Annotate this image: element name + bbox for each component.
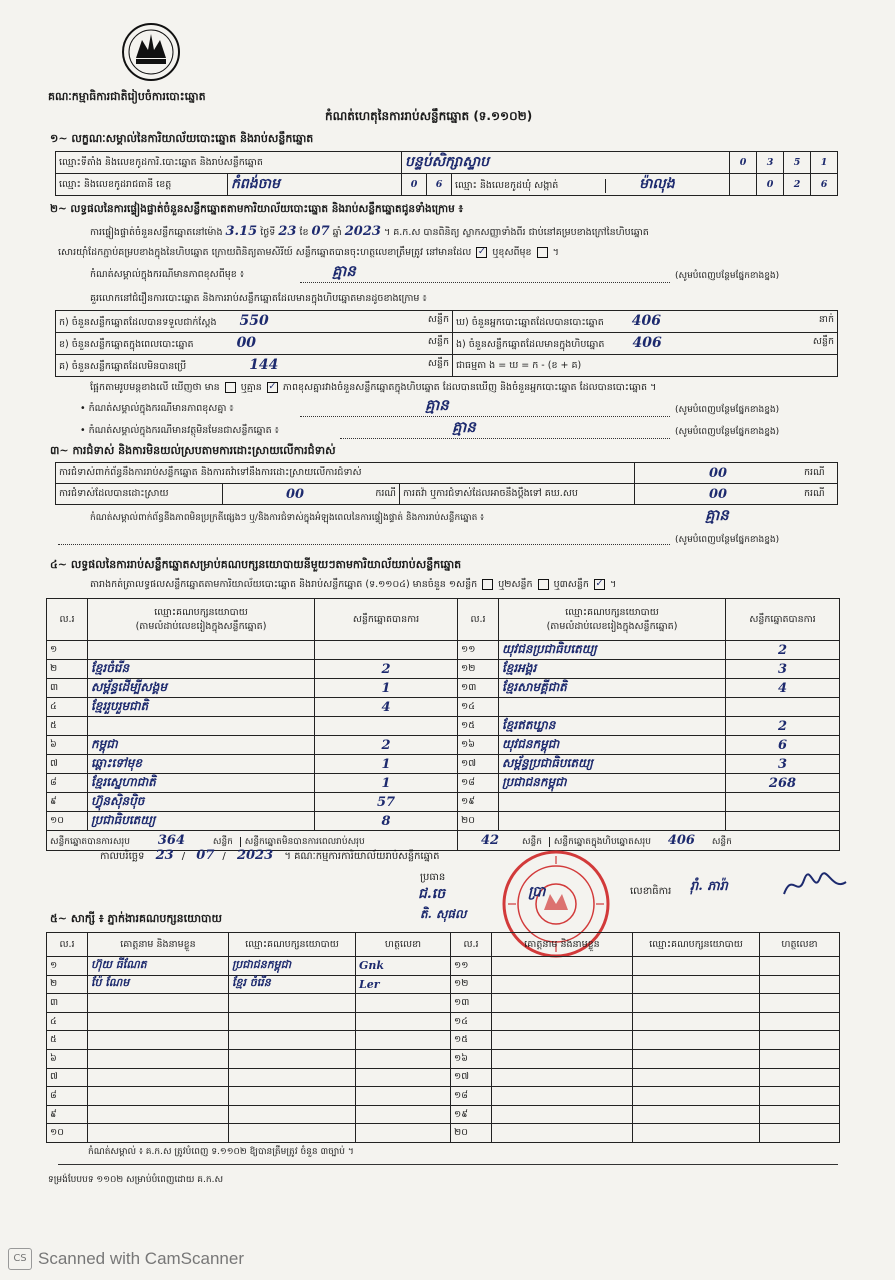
chair-signature: ជ.ចេ	[418, 886, 446, 902]
result-no: ២០	[458, 812, 499, 831]
col-votes-header: សន្លឹកឆ្នោតបានការ	[315, 599, 458, 641]
result-no: ៦	[47, 736, 88, 755]
witness-signature	[356, 1012, 451, 1031]
witness-party: ខ្មែរ ចំរើន	[229, 975, 356, 994]
witness-row	[47, 1124, 840, 1143]
result-no: ៧	[47, 755, 88, 774]
result-votes: 2	[726, 641, 840, 660]
received-label: ក) ចំនួនសន្លឹកឆ្នោតដែលបានទទួលជាក់ស្តែង	[59, 317, 217, 328]
verification-line-2: សោរយ៉ាំដែកភ្ជាប់គម្របខាងក្នុងនៃហិបឆ្នោត ក្រោយពិនិត្យតាមសិរីយ៍ សន្លឹកឆ្នោតបានចុះហត្ថលេខាត្រឹមត្រូវ នៅមានដែល ✓ ឬខុសពីមុខ ។	[58, 246, 559, 258]
verification-text-6b: ឬខុសពីមុខ	[492, 247, 532, 258]
nec-emblem	[118, 22, 184, 82]
results-row	[47, 736, 840, 755]
valid-total-value: 364	[157, 832, 185, 848]
resolved-label: ការជំទាស់ដែលបានដោះស្រាយ	[56, 484, 223, 505]
secretary-name: រ៉ាំ. ភារ៉ា	[690, 879, 728, 894]
date-year: 2023	[236, 848, 274, 863]
w-col-name-right: គោត្តនាម និងនាមខ្លួន	[492, 933, 633, 957]
result-votes: 3	[726, 755, 840, 774]
col-no-header: ល.រ	[47, 599, 88, 641]
witness-name	[492, 1012, 633, 1031]
result-no: ១៤	[458, 698, 499, 717]
in-box-label: ង) ចំនួនសន្លឹកឆ្នោតដែលមានក្នុងហិបឆ្នោត	[456, 339, 605, 350]
location-code-3: 5	[784, 152, 811, 174]
result-no: ១៦	[458, 736, 499, 755]
location-code-4: 1	[811, 152, 838, 174]
result-votes: 57	[315, 793, 458, 812]
witness-no: ១៥	[451, 1031, 492, 1050]
count-subtitle: គួរលោកនៅជំរឿនការបោះឆ្នោត និងការរាប់សន្លឹកឆ្នោតដែលមានក្នុងហិបឆ្នោតមានដូចខាងក្រោម ៖	[90, 293, 427, 304]
witness-signature	[760, 975, 840, 994]
result-no: ១០	[47, 812, 88, 831]
witness-no: ១៦	[451, 1049, 492, 1068]
col-party-title-right: ឈ្មោះគណបក្សនយោបាយ	[565, 606, 659, 618]
result-party: ហ៊្វុនស៊ិនប៉ិច	[88, 793, 315, 812]
location-name: បន្ទប់សិក្សាស្ទាប	[402, 152, 730, 174]
witness-row	[47, 957, 840, 976]
witness-no: ៩	[47, 1105, 88, 1124]
result-votes: 268	[726, 774, 840, 793]
result-party: ប្រជាធិបតេយ្យ	[88, 812, 315, 831]
result-votes	[726, 812, 840, 831]
section1-title: ១~ លក្ខណៈសម្គាល់នៃការិយាល័យបោះឆ្នោត និងរាប់សន្លឹកឆ្នោត	[50, 132, 314, 145]
witness-signature	[760, 1068, 840, 1087]
witness-row	[47, 1012, 840, 1031]
formula: ជាធម្មតា ង = ឃ = ក - (ខ + គ)	[453, 355, 838, 377]
date-line: កាលបរិច្ឆេទ 23 / 07 / 2023 ។ គណៈកម្មការការិយាល័យរាប់សន្លឹកឆ្នោត	[100, 848, 440, 863]
appeal-value: 00	[635, 484, 802, 505]
results-row	[47, 641, 840, 660]
results-row	[47, 698, 840, 717]
result-votes	[315, 717, 458, 736]
witness-row	[47, 975, 840, 994]
objection-table	[55, 462, 838, 505]
witness-signature	[760, 1049, 840, 1068]
witness-row	[47, 1031, 840, 1050]
spoiled-unit: សន្លឹក	[427, 336, 449, 347]
result-votes: 1	[315, 679, 458, 698]
result-party	[88, 717, 315, 736]
date-tail: ។ គណៈកម្មការការិយាល័យរាប់សន្លឹកឆ្នោត	[284, 851, 440, 862]
w-col-party-right: ឈ្មោះគណបក្សនយោបាយ	[633, 933, 760, 957]
results-table	[46, 598, 840, 851]
w-col-no: ល.រ	[47, 933, 88, 957]
objection-label: ការជំទាស់ពាក់ព័ន្ធនឹងការរាប់សន្លឹកឆ្នោត និងការតវ៉ាទៅនឹងការដោះស្រាយលើការជំទាស់	[56, 463, 635, 484]
witness-party	[633, 1068, 760, 1087]
witness-no: ៥	[47, 1031, 88, 1050]
difference-text-3: ភាពខុសគ្នារវាងចំនួនសន្លឹកឆ្នោតក្នុងហិបឆ្នោត ដែលបានឃើញ និងចំនួនអ្នកបោះឆ្នោត ដែលបានបោះឆ្នោត ។	[282, 382, 657, 393]
col-party-header-right	[499, 599, 726, 641]
bullet2-value: គ្មាន	[452, 418, 476, 436]
result-votes: 2	[315, 660, 458, 679]
witness-name	[492, 1087, 633, 1106]
result-no: ៨	[47, 774, 88, 793]
annex-text-1: តារាងកត់ត្រាលទ្ធផលសន្លឹកឆ្នោតតាមការិយាល័យបោះឆ្នោត និងរាប់សន្លឹកឆ្នោត (ទ.១១០៤) មានចំនួន ១សន្លឹក	[90, 579, 478, 590]
result-no: ១៣	[458, 679, 499, 698]
witness-party	[633, 1012, 760, 1031]
results-row	[47, 717, 840, 736]
commune-code-1: 0	[757, 174, 784, 196]
witness-row	[47, 1068, 840, 1087]
location-label: ឈ្មោះទីតាំង និងលេខកូដការិ.បោះឆ្នោត និងរាប់សន្លឹកឆ្នោត	[56, 152, 402, 174]
result-party	[88, 641, 315, 660]
col-no-header-right: ល.រ	[458, 599, 499, 641]
witness-signature	[760, 1031, 840, 1050]
result-party: សម្ព័ន្ធប្រជាធិបតេយ្យ	[499, 755, 726, 774]
voters-value: 406	[631, 313, 662, 329]
result-party: ឆ្ពោះទៅមុខ	[88, 755, 315, 774]
chair-mark: ប្រា	[528, 884, 546, 900]
bullet1-value: គ្មាន	[425, 396, 449, 414]
result-votes: 1	[315, 755, 458, 774]
witness-party	[633, 1031, 760, 1050]
witness-party	[633, 994, 760, 1013]
witness-no: ១៣	[451, 994, 492, 1013]
witness-name	[88, 1105, 229, 1124]
result-no: ២	[47, 660, 88, 679]
resolved-value: 00	[286, 486, 305, 502]
witness-signature	[356, 1031, 451, 1050]
witness-party	[633, 957, 760, 976]
result-votes: 2	[315, 736, 458, 755]
same-checkbox[interactable]: ✓	[477, 246, 486, 257]
diff-note-hint: (សូមបំពេញបន្ថែមផ្នែកខាងខ្នង)	[675, 271, 780, 281]
annex-line: តារាងកត់ត្រាលទ្ធផលសន្លឹកឆ្នោតតាមការិយាល័យបោះឆ្នោត និងរាប់សន្លឹកឆ្នោត (ទ.១១០៤) មានចំនួន ១សន្លឹក ឬ២សន្លឹក ឬ៣សន្លឹក ✓ ។	[90, 578, 617, 590]
witness-signature	[356, 1124, 451, 1143]
bullet1-label: • កំណត់សម្គាល់ក្នុងករណីមានភាពខុសគ្នា ៖	[80, 403, 234, 414]
witness-name	[88, 1049, 229, 1068]
province-code-1: 0	[402, 174, 427, 196]
witness-no: ២	[47, 975, 88, 994]
invalid-total-value: 42	[481, 832, 500, 848]
different-checkbox[interactable]	[537, 247, 548, 258]
result-party: កម្ពុជា	[88, 736, 315, 755]
w-col-no-right: ល.រ	[451, 933, 492, 957]
form-title: កំណត់ហេតុនៃការរាប់សន្លឹកឆ្នោត (ទ.១១០២)	[325, 109, 533, 123]
section5-title: ៥~ សាក្សី ៖ ភ្នាក់ងារគណបក្សនយោបាយ	[50, 912, 223, 925]
witness-no: ១៧	[451, 1068, 492, 1087]
witness-signature	[356, 994, 451, 1013]
witness-signature: Ler	[356, 975, 451, 994]
difference-line	[90, 381, 656, 395]
witness-row	[47, 994, 840, 1013]
scanner-logo-icon: CS	[8, 1248, 32, 1270]
verification-time: 3.15	[225, 224, 258, 239]
witness-name	[88, 1031, 229, 1050]
verification-text-5: ។ គ.ក.ស បានពិនិត្យ ស្លាកសញ្ញាទាំងពីរ ជាប់នៅគម្របខាងក្រៅនៃហិបឆ្នោត	[383, 227, 649, 238]
witness-no: ១	[47, 957, 88, 976]
result-no: ៣	[47, 679, 88, 698]
witness-signature	[760, 1105, 840, 1124]
date-day: 23	[155, 848, 174, 863]
witness-no: ៨	[47, 1087, 88, 1106]
invalid-total-label: សន្លឹកឆ្នោតមិនបានការពេលរាប់សរុប	[240, 837, 365, 847]
result-party: ខ្មែរឥតឃ្លាន	[499, 717, 726, 736]
result-votes: 2	[726, 717, 840, 736]
witness-party	[229, 994, 356, 1013]
one-sheet-checkbox[interactable]	[482, 579, 493, 590]
results-row	[47, 793, 840, 812]
witness-no: ១០	[47, 1124, 88, 1143]
objection-unit: ករណី	[801, 463, 838, 484]
col-votes-header-right: សន្លឹកឆ្នោតបានការ	[726, 599, 840, 641]
witness-name	[492, 957, 633, 976]
scanner-watermark	[8, 1248, 244, 1270]
verification-text-6: សោរយ៉ាំដែកភ្ជាប់គម្របខាងក្នុងនៃហិបឆ្នោត ក្រោយពិនិត្យតាមសិរីយ៍ សន្លឹកឆ្នោតបានចុះហត្ថលេខាត្រឹមត្រូវ នៅមានដែល	[58, 247, 472, 258]
witness-signature	[356, 1105, 451, 1124]
col-party-title: ឈ្មោះគណបក្សនយោបាយ	[154, 606, 248, 618]
witness-no: ២០	[451, 1124, 492, 1143]
date-label: កាលបរិច្ឆេទ	[100, 851, 145, 862]
witness-party	[229, 1049, 356, 1068]
result-party	[499, 698, 726, 717]
result-no: ១២	[458, 660, 499, 679]
witness-party	[633, 1124, 760, 1143]
witness-name	[492, 1068, 633, 1087]
witness-name: ប៉ែ ណែម	[88, 975, 229, 994]
witness-no: ៤	[47, 1012, 88, 1031]
verification-text-3: ខែ	[299, 227, 309, 238]
witness-party	[229, 1105, 356, 1124]
irregularity-value: គ្មាន	[705, 506, 729, 524]
valid-total-unit: សន្លឹក	[212, 836, 233, 847]
verification-text-1: ការផ្ទៀងផ្ទាត់ចំនួនសន្លឹកឆ្នោតនៅម៉ោង	[90, 227, 223, 238]
witness-party	[229, 1087, 356, 1106]
objection-value: 00	[635, 463, 802, 484]
w-col-sign: ហត្ថលេខា	[356, 933, 451, 957]
verification-text-2: ថ្ងៃទី	[260, 227, 276, 238]
col-party-header	[88, 599, 315, 641]
witness-signature	[356, 1049, 451, 1068]
result-no: ៥	[47, 717, 88, 736]
unused-unit: សន្លឹក	[427, 358, 449, 369]
witness-name	[492, 994, 633, 1013]
witness-no: ១៤	[451, 1012, 492, 1031]
diff-note-value: គ្មាន	[332, 262, 356, 280]
result-votes	[726, 698, 840, 717]
result-party: ខ្មែរចំរើន	[88, 660, 315, 679]
witness-no: ១១	[451, 957, 492, 976]
result-party: យុវជនកម្ពុជា	[499, 736, 726, 755]
province-name: កំពង់ចាម	[228, 174, 402, 196]
witness-signature	[760, 1124, 840, 1143]
witness-row	[47, 1049, 840, 1068]
witness-row	[47, 1087, 840, 1106]
witness-party	[633, 975, 760, 994]
two-sheet-checkbox[interactable]	[538, 579, 549, 590]
date-month: 07	[196, 848, 215, 863]
witness-name	[492, 975, 633, 994]
unused-label: គ) ចំនួនសន្លឹកឆ្នោតដែលមិនបានប្រើ	[59, 361, 187, 372]
secretary-signature	[780, 868, 850, 905]
irregularity-label: កំណត់សម្គាល់ពាក់ព័ន្ធនឹងភាពមិនប្រក្រតីផ្សេងៗ ឬ/និងការជំទាស់ក្នុងអំឡុងពេលនៃការផ្ទៀងផ្ទាត់ និងការរាប់សន្លឹកឆ្នោត ៖	[90, 513, 485, 523]
witness-party	[229, 1031, 356, 1050]
difference-text-1: ផ្អែកតាមរូបមន្តខាងលើ ឃើញថា មាន	[90, 382, 220, 393]
voters-label: ឃ) ចំនួនអ្នកបោះឆ្នោតដែលបានបោះឆ្នោត	[456, 317, 604, 328]
irregularity-hint: (សូមបំពេញបន្ថែមផ្នែកខាងខ្នង)	[675, 535, 780, 545]
bullet1-hint: (សូមបំពេញបន្ថែមផ្នែកខាងខ្នង)	[675, 405, 780, 415]
valid-total-label: សន្លឹកឆ្នោតបានការសរុប	[50, 836, 130, 847]
witness-signature	[356, 1087, 451, 1106]
witness-signature	[760, 1087, 840, 1106]
box-total-unit: សន្លឹក	[711, 836, 732, 847]
result-votes	[315, 641, 458, 660]
witness-no: ១៨	[451, 1087, 492, 1106]
in-box-value: 406	[632, 335, 662, 351]
voters-unit: នាក់	[818, 314, 834, 325]
witness-name	[492, 1124, 633, 1143]
verification-line	[90, 224, 649, 240]
result-no: ១៩	[458, 793, 499, 812]
result-party: ខ្មែរសាមគ្គីជាតិ	[499, 679, 726, 698]
results-row	[47, 755, 840, 774]
form-footer: ទម្រង់បែបបទ ១១០២ សម្រាប់បំពេញដោយ គ.ក.ស	[48, 1175, 224, 1185]
result-votes: 1	[315, 774, 458, 793]
results-row	[47, 774, 840, 793]
chair-name: តិ. សុផល	[420, 907, 467, 921]
witness-name	[88, 1087, 229, 1106]
province-label: ឈ្មោះ និងលេខកូដរាជធានី ខេត្ត	[56, 174, 228, 196]
box-total-label: សន្លឹកឆ្នោតក្នុងហិបឆ្នោតសរុប	[549, 837, 651, 847]
annex-text-2: ឬ២សន្លឹក	[498, 579, 533, 590]
results-row	[47, 660, 840, 679]
unused-value: 144	[249, 357, 279, 373]
chair-label: ប្រធាន	[420, 872, 446, 883]
has-difference-checkbox[interactable]	[225, 382, 236, 393]
result-votes: 4	[726, 679, 840, 698]
witness-signature: Gnk	[356, 957, 451, 976]
result-votes: 8	[315, 812, 458, 831]
witness-no: ១២	[451, 975, 492, 994]
witness-no: ៣	[47, 994, 88, 1013]
witness-name: ហ៊ុយ ធីណែត	[88, 957, 229, 976]
result-party: ប្រជាជនកម្ពុជា	[499, 774, 726, 793]
witness-name	[88, 1068, 229, 1087]
spoiled-value: 00	[236, 335, 257, 351]
witness-note: កំណត់សម្គាល់ ៖ គ.ក.ស ត្រូវបំពេញ ទ.១១០២ ឱ្យបានត្រឹមត្រូវ ចំនួន ៣ច្បាប់ ។	[88, 1147, 354, 1157]
commune-code-2: 2	[784, 174, 811, 196]
section4-title: ៤~ លទ្ធផលនៃការរាប់សន្លឹកឆ្នោតសម្រាប់គណបក្សនយោបាយនីមួយៗតាមការិយាល័យរាប់សន្លឹកឆ្នោត	[50, 558, 462, 571]
result-votes: 6	[726, 736, 840, 755]
result-votes: 4	[315, 698, 458, 717]
annex-text-3: ឬ៣សន្លឹក	[553, 579, 589, 590]
result-party: យុវជនប្រជាធិបតេយ្យ	[499, 641, 726, 660]
witness-no: ៧	[47, 1068, 88, 1087]
result-party	[499, 793, 726, 812]
w-col-name: គោត្តនាម និងនាមខ្លួន	[88, 933, 229, 957]
result-votes: 3	[726, 660, 840, 679]
result-party: ខ្មែរស្នេហាជាតិ	[88, 774, 315, 793]
verification-text-4: ឆ្នាំ	[332, 227, 342, 238]
witness-signature	[760, 957, 840, 976]
result-votes	[726, 793, 840, 812]
witness-signature	[760, 1012, 840, 1031]
witness-party	[633, 1049, 760, 1068]
appeal-label: ការតវ៉ា ឬការជំទាស់ដែលអាចនឹងប្តឹងទៅ គឃ.សប	[400, 484, 635, 505]
org-name: គណៈកម្មាធិការជាតិរៀបចំការបោះឆ្នោត	[48, 90, 206, 103]
result-no: ១៨	[458, 774, 499, 793]
location-table	[55, 151, 838, 196]
scanner-label: Scanned with CamScanner	[38, 1249, 245, 1268]
results-row	[47, 812, 840, 831]
witness-name	[492, 1049, 633, 1068]
witness-signature	[760, 994, 840, 1013]
w-col-party: ឈ្មោះគណបក្សនយោបាយ	[229, 933, 356, 957]
commune-code-3: 6	[811, 174, 838, 196]
witness-name	[492, 1105, 633, 1124]
witness-party	[229, 1124, 356, 1143]
witness-name	[88, 1124, 229, 1143]
verification-year: 2023	[344, 224, 381, 239]
witness-party	[229, 1012, 356, 1031]
result-no: ៩	[47, 793, 88, 812]
result-no: ១៥	[458, 717, 499, 736]
witness-no: ១៩	[451, 1105, 492, 1124]
result-no: ១៧	[458, 755, 499, 774]
witness-row	[47, 1105, 840, 1124]
result-no: ១១	[458, 641, 499, 660]
witness-party	[633, 1087, 760, 1106]
received-value: 550	[239, 313, 269, 329]
result-no: ៤	[47, 698, 88, 717]
location-code-1: 0	[730, 152, 757, 174]
location-code-2: 3	[757, 152, 784, 174]
commune-label: ឈ្មោះ និងលេខកូដឃុំ សង្កាត់	[452, 179, 606, 193]
box-total-value: 406	[667, 832, 695, 848]
result-no: ១	[47, 641, 88, 660]
verification-day: 23	[278, 224, 297, 239]
witness-party	[229, 1068, 356, 1087]
result-party	[499, 812, 726, 831]
appeal-unit: ករណី	[801, 484, 838, 505]
province-code-2: 6	[427, 174, 452, 196]
result-party: ខ្មែររួបរួមជាតិ	[88, 698, 315, 717]
results-row	[47, 679, 840, 698]
witness-no: ៦	[47, 1049, 88, 1068]
resolved-unit: ករណី	[375, 487, 396, 499]
witness-table	[46, 932, 840, 1143]
three-sheet-checkbox[interactable]: ✓	[595, 578, 604, 589]
result-party: សម្ព័ន្ធដើម្បីសង្គម	[88, 679, 315, 698]
bullet2-label: • កំណត់សម្គាល់ក្នុងករណីមានវត្ថុមិនមែនជាសន្លឹកឆ្នោត ៖	[80, 425, 279, 436]
bullet2-hint: (សូមបំពេញបន្ថែមផ្នែកខាងខ្នង)	[675, 427, 780, 437]
commune-name: ម៉ាលុង	[639, 176, 675, 192]
no-difference-checkbox[interactable]: ✓	[268, 381, 277, 392]
col-party-subtitle: (តាមលំដាប់លេខរៀងក្នុងសន្លឹកឆ្នោត)	[135, 620, 267, 632]
witness-party	[633, 1105, 760, 1124]
witness-name	[88, 1012, 229, 1031]
secretary-label: លេខាធិការ	[630, 886, 672, 897]
invalid-total-unit: សន្លឹក	[521, 836, 542, 847]
diff-note-label: កំណត់សម្គាល់ក្នុងករណីមានភាពខុសពីមុខ ៖	[90, 269, 245, 280]
witness-name	[492, 1031, 633, 1050]
witness-name	[88, 994, 229, 1013]
in-box-unit: សន្លឹក	[812, 336, 834, 347]
result-party: ខ្មែរអង្គរ	[499, 660, 726, 679]
verification-month: 07	[311, 224, 330, 239]
received-unit: សន្លឹក	[427, 314, 449, 325]
spoiled-label: ខ) ចំនួនសន្លឹកឆ្នោតក្នុងពេលបោះឆ្នោត	[59, 339, 194, 350]
section2-title: ២~ លទ្ធផលនៃការផ្ទៀងផ្ទាត់ចំនួនសន្លឹកឆ្នោតតាមការិយាល័យបោះឆ្នោត និងរាប់សន្លឹកឆ្នោតជូនទាំងក្រោម ៖	[50, 203, 464, 215]
col-party-subtitle-right: (តាមលំដាប់លេខរៀងក្នុងសន្លឹកឆ្នោត)	[546, 620, 678, 632]
difference-text-2: ឬគ្មាន	[240, 382, 262, 393]
witness-party: ប្រជាជនកម្ពុជា	[229, 957, 356, 976]
w-col-sign-right: ហត្ថលេខា	[760, 933, 840, 957]
witness-signature	[356, 1068, 451, 1087]
count-table	[55, 310, 838, 377]
section3-title: ៣~ ការជំទាស់ និងការមិនយល់ស្របតាមការដោះស្រាយលើការជំទាស់	[50, 444, 336, 457]
